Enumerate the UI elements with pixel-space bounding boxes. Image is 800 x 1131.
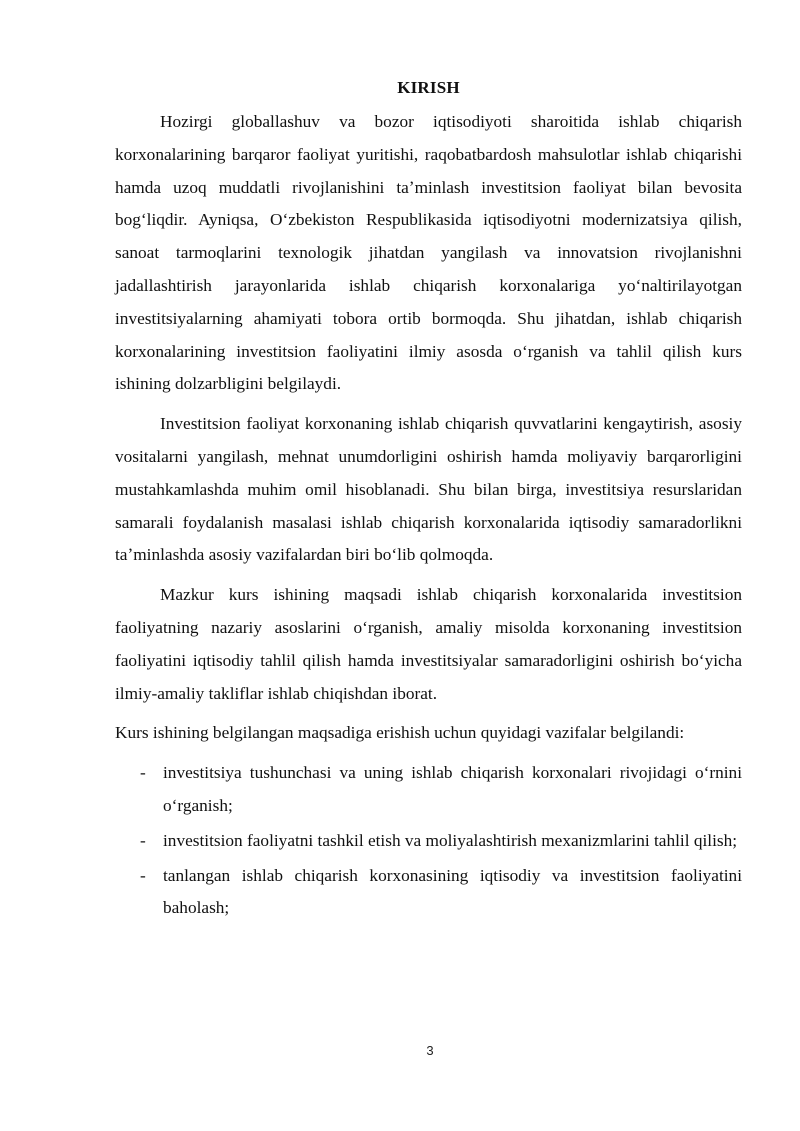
paragraph-investment-role: Investitsion faoliyat korxonaning ishlab chiqarish quvvatlarini kengaytirish, asosiy vositalarni yangilash, mehnat unumdorligini oshirish hamda moliyaviy barqarorligini mustahkamlashda muhim omil hisoblanadi. Shu bilan birga, investitsiya resurslaridan samarali foydalanish masalasi ishlab chiqarish korxonalarida iqtisodiy samaradorlikni taʼminlashda asosiy vazifalardan biri boʻlib qolmoqda. [115, 414, 742, 565]
section-title: KIRISH [397, 78, 460, 97]
page-number: 3 [426, 1043, 434, 1058]
list-item [115, 860, 742, 926]
list-item-text: tanlangan ishlab chiqarish korxonasining iqtisodiy va investitsion faoliyatini baholash; [163, 865, 742, 918]
list-dash: - [140, 865, 146, 885]
list-item-text: investitsiya tushunchasi va uning ishlab chiqarish korxonalari rivojidagi oʻrnini oʻrganish; [163, 763, 742, 815]
paragraph-introduction: Hozirgi globallashuv va bozor iqtisodiyoti sharoitida ishlab chiqarish korxonalarining barqaror faoliyat yuritishi, raqobatbardosh mahsulotlar ishlab chiqarishi hamda uzoq muddatli rivojlanishini taʼminlash investitsion faoliyat bilan bevosita bogʻliqdir. Ayniqsa, Oʻzbekiston Respublikasida iqtisodiyotni modernizatsiya qilish, sanoat tarmoqlarini texnologik jihatdan yangilash va innovatsion rivojlanishni jadallashtirish jarayonlarida ishlab chiqarish korxonalariga yoʻnaltirilayotgan investitsiyalarning ahamiyati tobora ortib bormoqda. Shu jihatdan, ishlab chiqarish korxonalarining investitsion faoliyatini ilmiy asosda oʻrganish va tahlil qilish kurs ishining dolzarbligini belgilaydi. [115, 112, 742, 394]
paragraph-course-goal: Mazkur kurs ishining maqsadi ishlab chiqarish korxonalarida investitsion faoliyatning nazariy asoslarini oʻrganish, amaliy misolda korxonaning investitsion faoliyatini iqtisodiy tahlil qilish hamda investitsiyalar samaradorligini oshirish boʻyicha ilmiy-amaliy takliflar ishlab chiqishdan iborat. [115, 585, 742, 703]
list-item [115, 825, 742, 858]
document-body [115, 75, 742, 927]
list-item-text: investitsion faoliyatni tashkil etish va moliyalashtirish mexanizmlarini tahlil qilish; [163, 830, 738, 850]
paragraph-tasks-intro: Kurs ishining belgilangan maqsadiga erishish uchun quyidagi vazifalar belgilandi: [115, 723, 685, 743]
list-dash: - [140, 830, 146, 850]
list-dash: - [140, 763, 146, 783]
tasks-list [115, 757, 742, 925]
list-item [115, 757, 742, 823]
